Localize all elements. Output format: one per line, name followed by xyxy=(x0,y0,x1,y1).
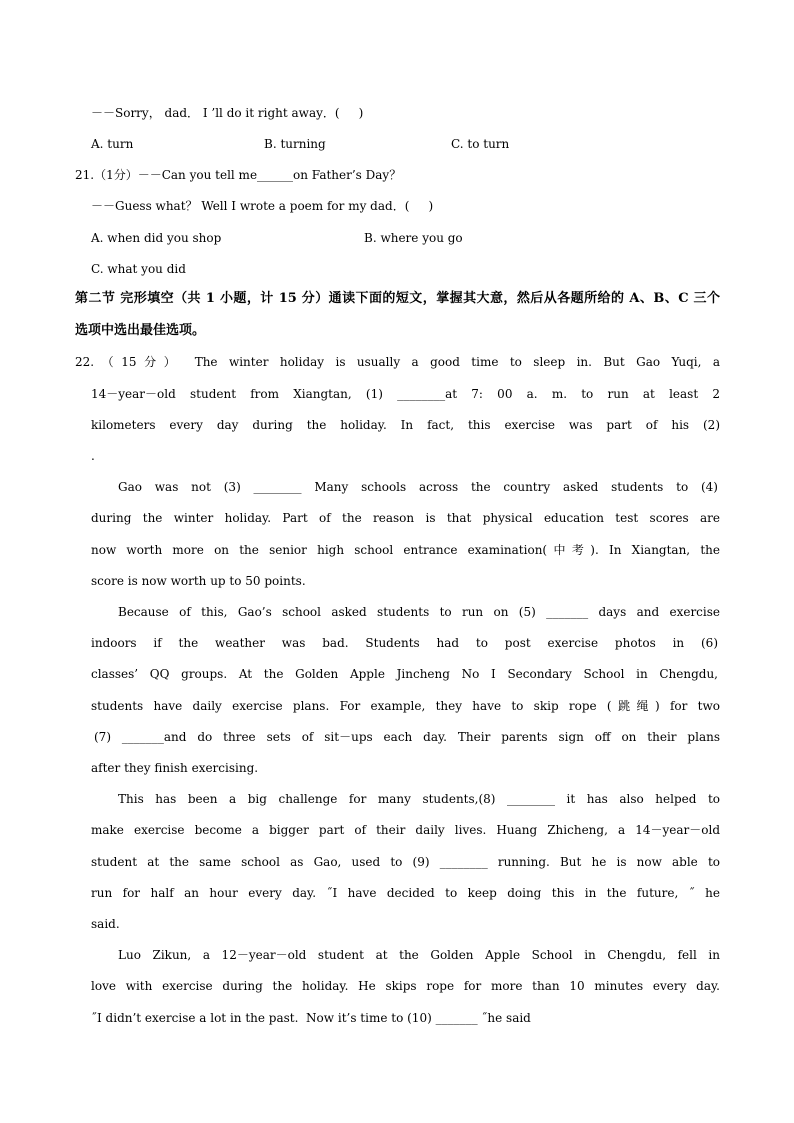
passage-line: now worth more on the senior high school entrance examination(中考). In Xiangtan, the xyxy=(91,543,720,557)
q20-option-b: B. turning xyxy=(264,137,326,151)
q21-reply: －－Guess what？ Well I wrote a poem for my dad．( ) xyxy=(91,199,434,213)
section2-heading-line1: 第二节 完形填空（共 1 小题，计 15 分）通读下面的短文，掌握其大意，然后从各题所给的 A、B、C 三个 xyxy=(75,291,720,306)
passage-line: score is now worth up to 50 points. xyxy=(91,574,306,588)
passage-line: ˝I didn’t exercise a lot in the past. Now it’s time to (10) _______ ˝he said xyxy=(91,1011,531,1025)
passage-line: Because of this, Gao’s school asked students to run on (5) _______ days and exercise xyxy=(118,605,720,619)
passage-line: students have daily exercise plans. For example, they have to skip rope (跳绳) for two xyxy=(91,699,720,713)
passage-line: Gao was not (3) ________ Many schools across the country asked students to (4) xyxy=(118,480,718,494)
passage-line: Luo Zikun, a 12－year－old student at the Golden Apple School in Chengdu, fell in xyxy=(118,948,720,962)
passage-line: run for half an hour every day. ˝I have decided to keep doing this in the future, ˝ he xyxy=(91,886,720,900)
passage-line: 14－year－old student from Xiangtan, (1) ________at 7: 00 a. m. to run at least 2 xyxy=(91,387,720,401)
q21-option-b: B. where you go xyxy=(364,231,463,245)
passage-line: (7) _______and do three sets of sit－ups each day. Their parents sign off on their plans xyxy=(94,730,720,744)
q21-option-c: C. what you did xyxy=(91,262,186,276)
passage-line: kilometers every day during the holiday. In fact, this exercise was part of his (2) xyxy=(91,418,720,432)
q20-reply: －－Sorry， dad． I ’ll do it right away．( ) xyxy=(91,106,364,120)
passage-line: make exercise become a bigger part of their daily lives. Huang Zhicheng, a 14－year－old xyxy=(91,823,720,837)
passage-line: said. xyxy=(91,917,120,931)
q20-option-a: A. turn xyxy=(91,137,134,151)
passage-line: classes’ QQ groups. At the Golden Apple Jincheng No I Secondary School in Chengdu, xyxy=(91,667,718,681)
passage-line: This has been a big challenge for many students,(8) ________ it has also helped to xyxy=(118,792,720,806)
passage-line: . xyxy=(91,449,95,463)
q20-option-c: C. to turn xyxy=(451,137,510,151)
passage-line: love with exercise during the holiday. He skips rope for more than 10 minutes every day. xyxy=(91,979,720,993)
passage-line: indoors if the weather was bad. Students had to post exercise photos in (6) xyxy=(91,636,718,650)
q21-stem: 21.（1分）－－Can you tell me______on Father’s Day？ xyxy=(75,168,402,182)
passage-line: 22.（15分） The winter holiday is usually a good time to sleep in. But Gao Yuqi, a xyxy=(75,355,720,369)
passage-line: after they finish exercising. xyxy=(91,761,259,775)
passage-line: student at the same school as Gao, used to (9) ________ running. But he is now able to xyxy=(91,855,720,869)
passage-line: during the winter holiday. Part of the reason is that physical education test scores are xyxy=(91,511,720,525)
section2-heading-line2: 选项中选出最佳选项。 xyxy=(75,323,206,338)
q21-option-a: A. when did you shop xyxy=(91,231,222,245)
